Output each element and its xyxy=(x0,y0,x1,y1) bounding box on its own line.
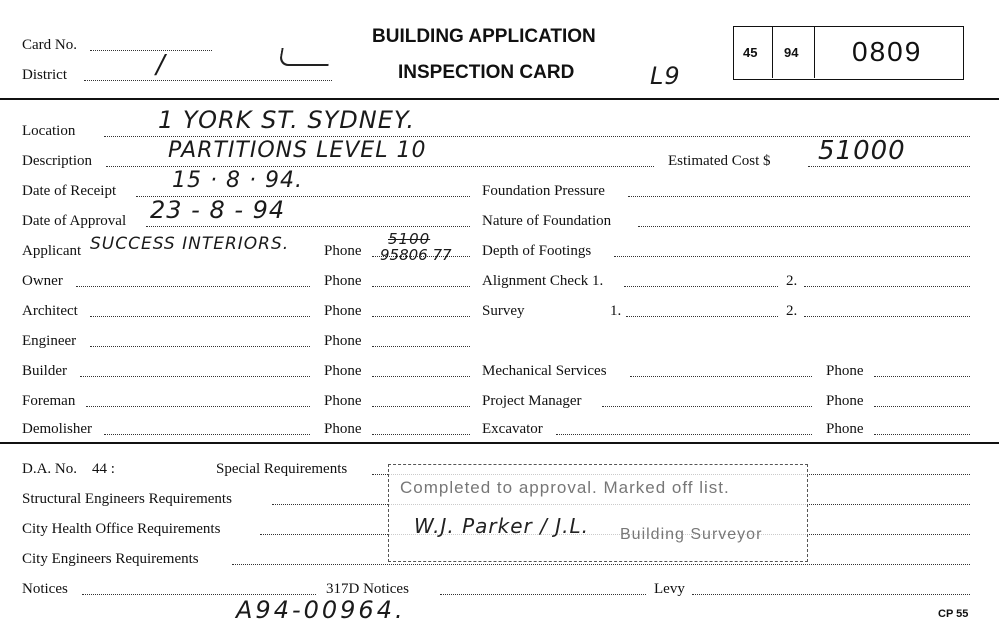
nature-foundation-field[interactable] xyxy=(638,226,970,227)
architect-phone-field[interactable] xyxy=(372,316,470,317)
survey-1-label: 1. xyxy=(610,303,622,319)
file-number-box xyxy=(733,26,964,80)
mechanical-phone-field[interactable] xyxy=(874,376,970,377)
applicant-value: SUCCESS INTERIORS. xyxy=(90,234,290,254)
stamp-role-text: Building Surveyor xyxy=(620,526,763,543)
architect-phone-label: Phone xyxy=(324,303,362,319)
engineer-phone-field[interactable] xyxy=(372,346,470,347)
notices-field[interactable] xyxy=(82,594,316,595)
project-manager-phone-label: Phone xyxy=(826,393,864,409)
excavator-phone-field[interactable] xyxy=(874,434,970,435)
notices-317d-field[interactable] xyxy=(440,594,646,595)
demolisher-label: Demolisher xyxy=(22,421,92,437)
mechanical-label: Mechanical Services xyxy=(482,363,607,379)
builder-phone-label: Phone xyxy=(324,363,362,379)
architect-label: Architect xyxy=(22,303,78,319)
health-requirements-label: City Health Office Requirements xyxy=(22,521,221,537)
district-label: District xyxy=(22,67,67,83)
location-label: Location xyxy=(22,123,76,139)
date-approval-value: 23 - 8 - 94 xyxy=(150,196,286,224)
city-engineers-field[interactable] xyxy=(232,564,970,565)
survey-2-label: 2. xyxy=(786,303,798,319)
structural-requirements-label: Structural Engineers Requirements xyxy=(22,491,232,507)
file-code-2: 94 xyxy=(784,45,799,60)
engineer-field[interactable] xyxy=(90,346,310,347)
foreman-phone-field[interactable] xyxy=(372,406,470,407)
da-no-value: 44 : xyxy=(92,461,115,477)
nature-foundation-label: Nature of Foundation xyxy=(482,213,612,229)
builder-phone-field[interactable] xyxy=(372,376,470,377)
card-title-line1: BUILDING APPLICATION xyxy=(372,26,596,47)
estimated-cost-value: 51000 xyxy=(818,136,906,166)
survey-1-field[interactable] xyxy=(626,316,778,317)
levy-field[interactable] xyxy=(692,594,970,595)
alignment-check-1-field[interactable] xyxy=(624,286,778,287)
form-code: CP 55 xyxy=(938,608,969,620)
date-receipt-label: Date of Receipt xyxy=(22,183,117,199)
box-divider xyxy=(814,27,815,78)
foreman-field[interactable] xyxy=(86,406,310,407)
applicant-label: Applicant xyxy=(22,243,82,259)
applicant-phone-value: 95806 77 xyxy=(380,246,452,264)
mechanical-phone-label: Phone xyxy=(826,363,864,379)
foreman-label: Foreman xyxy=(22,393,76,409)
alignment-check-label: Alignment Check 1. xyxy=(482,273,604,289)
card-no-field[interactable] xyxy=(90,50,212,51)
survey-2-field[interactable] xyxy=(804,316,970,317)
card-title-line2: INSPECTION CARD xyxy=(398,62,575,83)
estimated-cost-label: Estimated Cost $ xyxy=(668,153,771,169)
date-approval-field[interactable] xyxy=(146,226,470,227)
excavator-phone-label: Phone xyxy=(826,421,864,437)
mechanical-field[interactable] xyxy=(630,376,812,377)
applicant-phone-struck: 5100 xyxy=(388,230,431,248)
applicant-phone-label: Phone xyxy=(324,243,362,259)
project-manager-phone-field[interactable] xyxy=(874,406,970,407)
engineer-phone-label: Phone xyxy=(324,333,362,349)
alignment-check-2-field[interactable] xyxy=(804,286,970,287)
owner-field[interactable] xyxy=(76,286,310,287)
da-no-label: D.A. No. xyxy=(22,461,77,477)
handwritten-note: L9 xyxy=(650,62,681,90)
stamp-signature: W.J. Parker / J.L. xyxy=(414,514,589,538)
district-value: / xyxy=(156,50,166,80)
file-number: 0809 xyxy=(852,36,923,67)
reference-number: A94-00964. xyxy=(236,596,406,624)
notices-317d-label: 317D Notices xyxy=(326,581,409,597)
demolisher-phone-label: Phone xyxy=(324,421,362,437)
architect-field[interactable] xyxy=(90,316,310,317)
location-value: 1 YORK ST. SYDNEY. xyxy=(158,106,416,134)
section-divider xyxy=(0,442,999,444)
owner-label: Owner xyxy=(22,273,63,289)
foreman-phone-label: Phone xyxy=(324,393,362,409)
date-approval-label: Date of Approval xyxy=(22,213,127,229)
builder-field[interactable] xyxy=(80,376,310,377)
survey-label: Survey xyxy=(482,303,525,319)
special-requirements-label: Special Requirements xyxy=(216,461,348,477)
notices-label: Notices xyxy=(22,581,68,597)
excavator-label: Excavator xyxy=(482,421,543,437)
stamp-completed-text: Completed to approval. Marked off list. xyxy=(400,478,730,497)
file-code-1: 45 xyxy=(743,45,758,60)
section-divider xyxy=(0,98,999,100)
box-divider xyxy=(772,27,773,78)
foundation-pressure-field[interactable] xyxy=(628,196,970,197)
foundation-pressure-label: Foundation Pressure xyxy=(482,183,605,199)
engineer-label: Engineer xyxy=(22,333,77,349)
alignment-check-2-label: 2. xyxy=(786,273,798,289)
date-receipt-value: 15 · 8 · 94. xyxy=(172,168,303,193)
description-value: PARTITIONS LEVEL 10 xyxy=(168,138,427,163)
project-manager-label: Project Manager xyxy=(482,393,582,409)
owner-phone-label: Phone xyxy=(324,273,362,289)
depth-footings-field[interactable] xyxy=(614,256,970,257)
pen-mark xyxy=(278,48,331,66)
description-field[interactable] xyxy=(106,166,654,167)
card-no-label: Card No. xyxy=(22,37,77,53)
demolisher-phone-field[interactable] xyxy=(372,434,470,435)
description-label: Description xyxy=(22,153,92,169)
owner-phone-field[interactable] xyxy=(372,286,470,287)
depth-footings-label: Depth of Footings xyxy=(482,243,592,259)
city-engineers-label: City Engineers Requirements xyxy=(22,551,199,567)
district-field[interactable] xyxy=(84,80,332,81)
builder-label: Builder xyxy=(22,363,67,379)
project-manager-field[interactable] xyxy=(602,406,812,407)
levy-label: Levy xyxy=(654,581,685,597)
estimated-cost-field[interactable] xyxy=(808,166,970,167)
demolisher-field[interactable] xyxy=(104,434,310,435)
excavator-field[interactable] xyxy=(556,434,812,435)
